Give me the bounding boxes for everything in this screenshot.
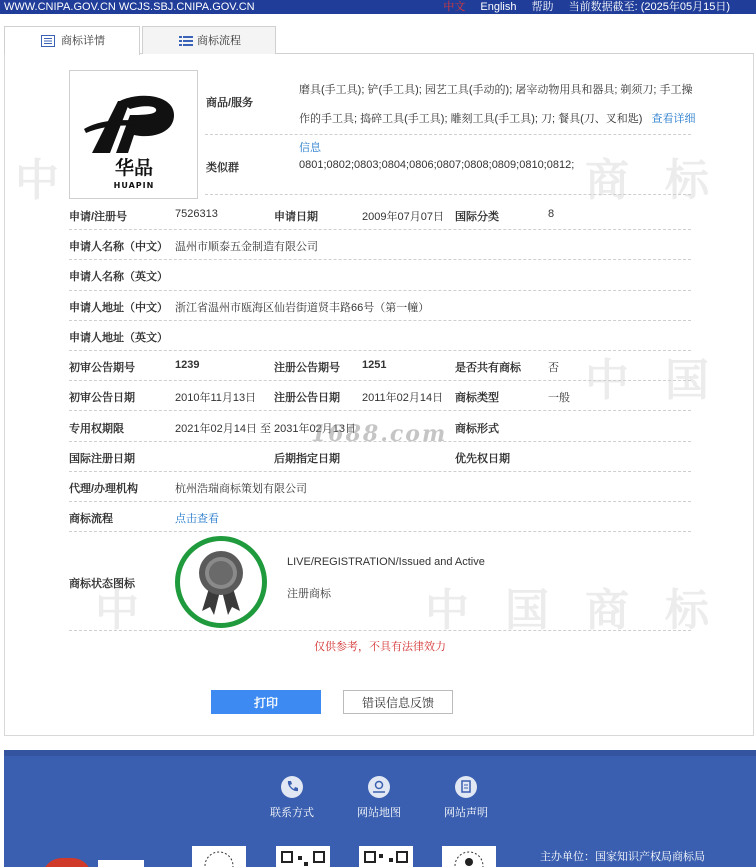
logo-en-text: HUAPIN bbox=[113, 181, 155, 190]
data-date-text: 当前数据截至: (2025年05月15日) bbox=[568, 1, 730, 13]
status-icon-label: 商标状态图标 bbox=[69, 578, 135, 590]
lang-english-link[interactable]: English bbox=[480, 1, 517, 13]
divider bbox=[205, 134, 691, 135]
divider bbox=[69, 630, 691, 631]
reg-no-label: 申请/注册号 bbox=[69, 211, 128, 223]
watermark-glyph: 中 bbox=[585, 356, 629, 405]
top-bar bbox=[0, 0, 756, 14]
footer-statement[interactable] bbox=[431, 776, 501, 820]
reg-no-value: 7526313 bbox=[175, 208, 218, 220]
tab-bar bbox=[4, 26, 754, 54]
footer-contact[interactable] bbox=[257, 776, 327, 820]
exclusive-label: 专用权期限 bbox=[69, 423, 124, 435]
print-button[interactable]: 打印 bbox=[211, 690, 321, 714]
watermark-glyph: 中 bbox=[425, 586, 469, 635]
divider bbox=[69, 320, 691, 321]
watermark-glyph: 国 bbox=[505, 586, 549, 635]
sponsor-text: 主办单位：国家知识产权局商标局 bbox=[540, 851, 705, 863]
applicant-cn-value: 温州市顺泰五金制造有限公司 bbox=[175, 241, 318, 253]
status-badge bbox=[175, 536, 267, 628]
divider bbox=[69, 290, 691, 291]
list-flow-icon bbox=[179, 35, 193, 47]
intl-class-label: 国际分类 bbox=[455, 211, 499, 223]
national-emblem-icon bbox=[42, 858, 92, 867]
site-urls[interactable]: WWW.CNIPA.GOV.CN WCJS.SBJ.CNIPA.GOV.CN bbox=[4, 1, 255, 13]
list-detail-icon bbox=[41, 35, 55, 47]
huapin-logo bbox=[70, 71, 198, 199]
divider bbox=[205, 194, 691, 195]
feedback-button[interactable]: 错误信息反馈 bbox=[343, 690, 453, 714]
qr-code-douyin-icon[interactable] bbox=[442, 846, 496, 867]
map-icon bbox=[368, 776, 390, 798]
qr-code-weibo-icon[interactable] bbox=[192, 846, 246, 867]
prelim-no-value: 1239 bbox=[175, 359, 200, 371]
similar-group-value: 0801;0802;0803;0804;0806;0807;0808;0809;0810;0812; bbox=[299, 159, 575, 171]
reg-pub-no-value: 1251 bbox=[362, 359, 387, 371]
applicant-en-label: 申请人名称（英文） bbox=[69, 271, 168, 283]
similar-group-label: 类似群 bbox=[206, 162, 239, 174]
shared-value: 否 bbox=[548, 362, 559, 374]
tab-trademark-detail[interactable] bbox=[4, 26, 140, 55]
tab-detail-label: 商标详情 bbox=[61, 35, 105, 47]
divider bbox=[69, 441, 691, 442]
footer-sitemap[interactable] bbox=[344, 776, 414, 820]
reg-pub-no-label: 注册公告期号 bbox=[274, 362, 340, 374]
applicant-cn-label: 申请人名称（中文） bbox=[69, 241, 168, 253]
legal-notice: 仅供参考，不具有法律效力 bbox=[314, 641, 446, 653]
shared-label: 是否共有商标 bbox=[455, 362, 521, 374]
phone-icon bbox=[281, 776, 303, 798]
footer-stripe bbox=[4, 750, 756, 756]
goods-label: 商品/服务 bbox=[206, 97, 254, 109]
watermark-glyph: 标 bbox=[665, 586, 709, 635]
tab-flow-label: 商标流程 bbox=[197, 35, 241, 47]
logo-cn-text: 华品 bbox=[114, 157, 154, 179]
qr-code-app-icon[interactable] bbox=[359, 846, 413, 867]
apply-date-label: 申请日期 bbox=[274, 211, 318, 223]
contact-label: 联系方式 bbox=[270, 807, 314, 819]
qr-code-wechat-icon[interactable] bbox=[276, 846, 330, 867]
goods-list bbox=[299, 76, 699, 163]
divider bbox=[69, 350, 691, 351]
status-cn-value: 注册商标 bbox=[287, 588, 331, 600]
footer bbox=[4, 750, 756, 867]
divider bbox=[69, 410, 691, 411]
later-date-label: 后期指定日期 bbox=[274, 453, 340, 465]
watermark-glyph: 商 bbox=[585, 586, 629, 635]
view-detail-link[interactable]: 查看详细信息 bbox=[299, 113, 696, 154]
divider bbox=[69, 531, 691, 532]
prelim-no-label: 初审公告期号 bbox=[69, 362, 135, 374]
apply-date-value: 2009年07月07日 bbox=[362, 211, 444, 223]
status-en-value: LIVE/REGISTRATION/Issued and Active bbox=[287, 556, 485, 568]
divider bbox=[69, 471, 691, 472]
lang-chinese-link[interactable]: 中文 bbox=[443, 1, 466, 13]
type-value: 一般 bbox=[548, 392, 570, 404]
watermark-glyph: 中 bbox=[15, 156, 59, 205]
divider bbox=[69, 229, 691, 230]
exclusive-value: 2021年02月14日 至 2031年02月13日 bbox=[175, 423, 356, 435]
detail-panel bbox=[4, 54, 754, 736]
top-bar-right bbox=[431, 0, 730, 14]
form-label: 商标形式 bbox=[455, 423, 499, 435]
reg-pub-date-value: 2011年02月14日 bbox=[362, 392, 444, 404]
watermark-glyph: 商 bbox=[585, 156, 629, 205]
help-link[interactable]: 帮助 bbox=[531, 1, 554, 13]
flow-label: 商标流程 bbox=[69, 513, 113, 525]
address-cn-label: 申请人地址（中文） bbox=[69, 302, 168, 314]
prelim-date-value: 2010年11月13日 bbox=[175, 392, 257, 404]
intl-class-value: 8 bbox=[548, 208, 555, 220]
address-en-label: 申请人地址（英文） bbox=[69, 332, 168, 344]
goods-text: 磨具(手工具); 铲(手工具); 园艺工具(手动的); 屠宰动物用具和器具; 剃须刀; 手工操作的手工具; 捣碎工具(手工具); 雕刻工具(手工具); 刀; 餐具(刀、叉和匙) bbox=[299, 84, 693, 125]
reg-pub-date-label: 注册公告日期 bbox=[274, 392, 340, 404]
sitemap-label: 网站地图 bbox=[357, 807, 401, 819]
emblem-caption-bar bbox=[98, 860, 144, 867]
prelim-date-label: 初审公告日期 bbox=[69, 392, 135, 404]
divider bbox=[69, 380, 691, 381]
watermark-glyph: 标 bbox=[665, 156, 709, 205]
type-label: 商标类型 bbox=[455, 392, 499, 404]
address-cn-value: 浙江省温州市瓯海区仙岩街道贤丰路66号（第一幢） bbox=[175, 302, 430, 314]
watermark-glyph: 国 bbox=[665, 356, 709, 405]
watermark-glyph: 中 bbox=[95, 586, 139, 635]
award-ribbon-icon bbox=[180, 541, 262, 623]
priority-date-label: 优先权日期 bbox=[455, 453, 510, 465]
flow-link[interactable]: 点击查看 bbox=[175, 513, 219, 525]
statement-label: 网站声明 bbox=[444, 807, 488, 819]
divider bbox=[69, 501, 691, 502]
trademark-image bbox=[69, 70, 198, 199]
divider bbox=[69, 259, 691, 260]
site-watermark: 1688.com bbox=[311, 421, 448, 447]
intl-reg-date-label: 国际注册日期 bbox=[69, 453, 135, 465]
agent-label: 代理/办理机构 bbox=[69, 483, 139, 495]
tab-trademark-flow[interactable] bbox=[142, 26, 276, 54]
document-icon bbox=[455, 776, 477, 798]
agent-value: 杭州浩瑞商标策划有限公司 bbox=[175, 483, 307, 495]
